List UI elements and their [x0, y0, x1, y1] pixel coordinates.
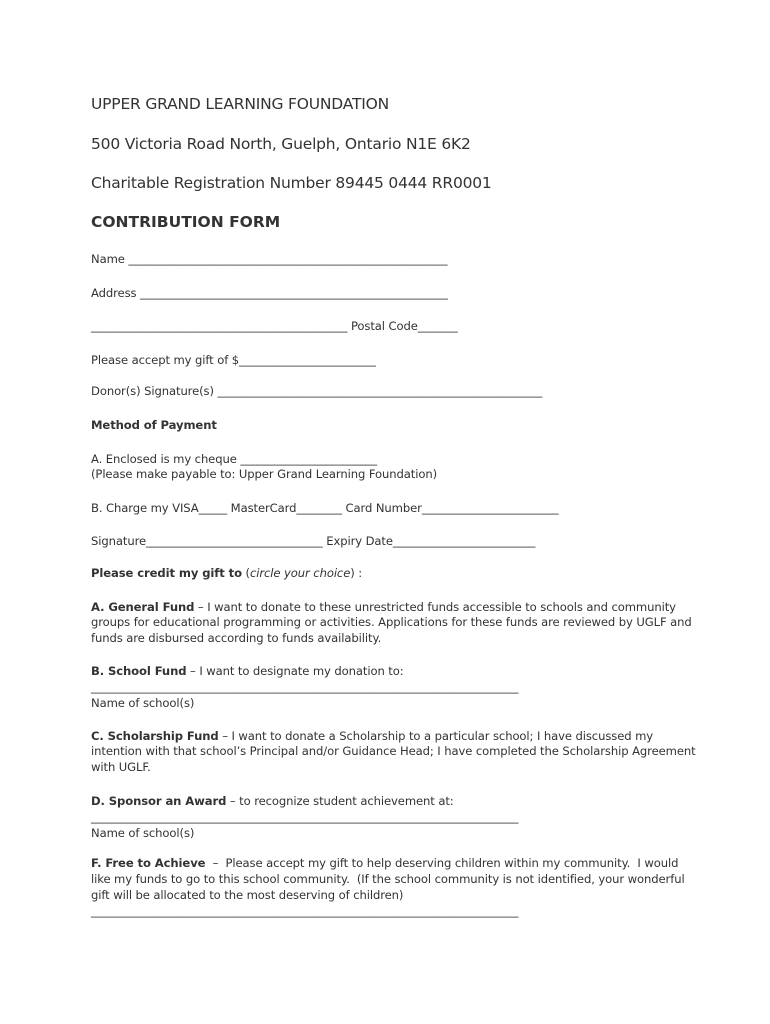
scholarship-fund-option[interactable]: [91, 729, 653, 743]
credit-heading-italic: circle your choice: [249, 566, 351, 580]
city-postal-field[interactable]: _____________________________________________ Postal Code_______: [91, 319, 458, 333]
gift-amount-field[interactable]: Please accept my gift of $________________________: [91, 353, 376, 367]
payment-heading: Method of Payment: [91, 418, 217, 432]
free-to-achieve-text: – Please accept my gift to help deserving children within my community. I would: [205, 856, 679, 870]
school-fund-label: Name of school(s): [91, 696, 195, 710]
free-to-achieve-text-2: like my funds to go to this school community. (If the school community is not identified, your wonderful: [91, 872, 685, 886]
card-option[interactable]: B. Charge my VISA_____ MasterCard________ Card Number________________________: [91, 501, 559, 515]
scholarship-fund-text-2: intention with that school’s Principal and/or Guidance Head; I have completed the Scholarship Agreement: [91, 744, 696, 758]
free-to-achieve-option[interactable]: [91, 856, 678, 870]
free-to-achieve-line[interactable]: ___________________________________________________________________________: [91, 904, 519, 918]
cheque-note: (Please make payable to: Upper Grand Learning Foundation): [91, 467, 438, 481]
award-line[interactable]: ___________________________________________________________________________: [91, 810, 519, 824]
org-address: 500 Victoria Road North, Guelph, Ontario N1E 6K2: [91, 135, 471, 153]
school-fund-line[interactable]: ___________________________________________________________________________: [91, 680, 519, 694]
card-signature-expiry[interactable]: Signature_______________________________ Expiry Date_________________________: [91, 534, 536, 548]
credit-heading-open: (: [241, 566, 250, 580]
general-fund-text: – I want to donate to these unrestricted funds accessible to schools and community: [194, 600, 676, 614]
free-to-achieve-title: F. Free to Achieve: [91, 856, 206, 870]
general-fund-title: A. General Fund: [91, 600, 195, 614]
free-to-achieve-text-3: gift will be allocated to the most deserving of children): [91, 888, 404, 902]
org-name: UPPER GRAND LEARNING FOUNDATION: [91, 95, 389, 113]
general-fund-text-2: groups for educational programming or activities. Applications for these funds are reviewed by UGLF and: [91, 615, 692, 629]
cheque-option[interactable]: A. Enclosed is my cheque ________________________: [91, 452, 378, 466]
general-fund-option[interactable]: [91, 600, 676, 614]
credit-heading: [91, 566, 362, 580]
award-label: Name of school(s): [91, 826, 195, 840]
name-field[interactable]: Name ________________________________________________________: [91, 252, 448, 266]
award-option[interactable]: [91, 794, 454, 808]
address-field[interactable]: Address ______________________________________________________: [91, 286, 448, 300]
scholarship-fund-text: – I want to donate a Scholarship to a particular school; I have discussed my: [218, 729, 654, 743]
credit-heading-bold: Please credit my gift to: [91, 566, 242, 580]
award-title: D. Sponsor an Award: [91, 794, 227, 808]
form-title: CONTRIBUTION FORM: [91, 213, 281, 231]
charity-number: Charitable Registration Number 89445 0444 RR0001: [91, 174, 492, 192]
credit-heading-close: ) :: [350, 566, 363, 580]
donor-signature-field[interactable]: Donor(s) Signature(s) _________________________________________________________: [91, 384, 543, 398]
scholarship-fund-title: C. Scholarship Fund: [91, 729, 219, 743]
school-fund-title: B. School Fund: [91, 664, 187, 678]
scholarship-fund-text-3: with UGLF.: [91, 760, 151, 774]
general-fund-text-3: funds are disbursed according to funds availability.: [91, 631, 382, 645]
school-fund-text: – I want to designate my donation to:: [186, 664, 404, 678]
school-fund-option[interactable]: [91, 664, 404, 678]
award-text: – to recognize student achievement at:: [226, 794, 454, 808]
